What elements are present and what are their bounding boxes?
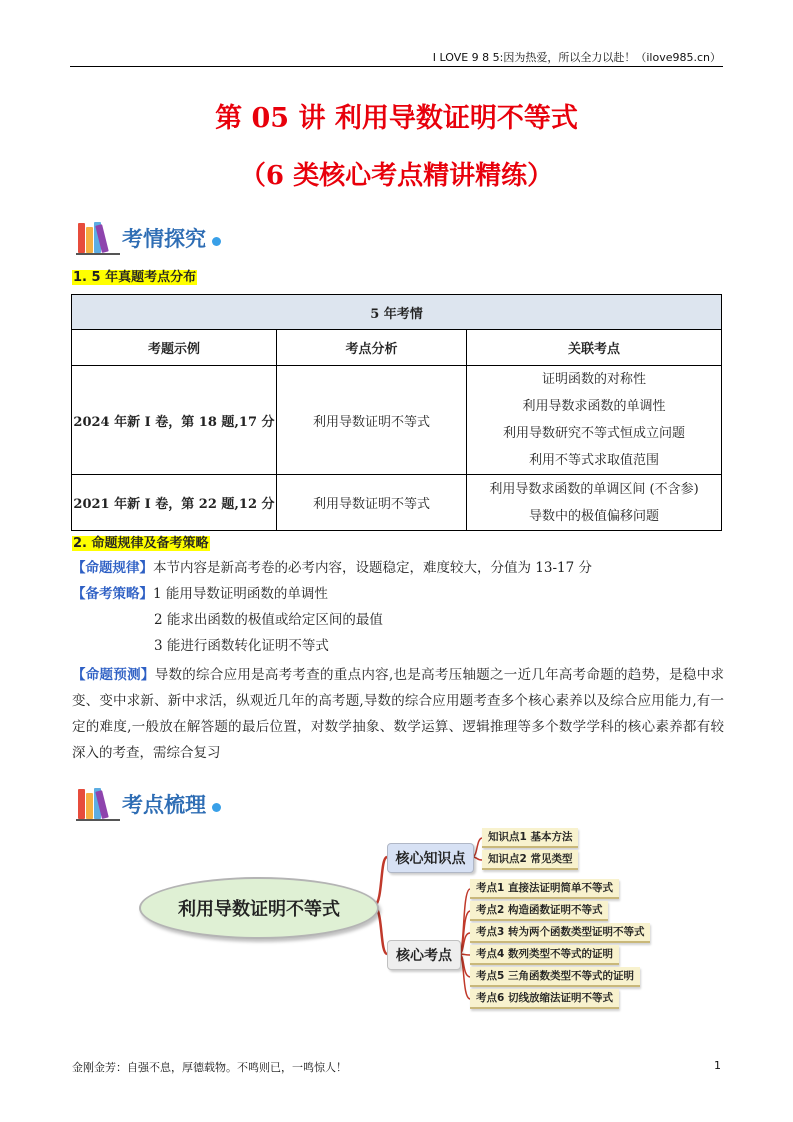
forecast-tag: 【命题预测】 (72, 667, 155, 683)
point-item: 利用导数研究不等式恒成立问题 (502, 426, 685, 441)
point-item: 利用不等式求取值范围 (528, 453, 659, 468)
mindmap-leaf: 考点6 切线放缩法证明不等式 (470, 989, 619, 1009)
strategy-item: 2 能求出函数的极值或给定区间的最值 (154, 612, 383, 628)
page-number: 1 (714, 1059, 721, 1072)
strategy-item: 3 能进行函数转化证明不等式 (154, 638, 329, 654)
mindmap-leaf: 考点2 构造函数证明不等式 (470, 901, 608, 921)
table-header-points: 关联考点 (467, 330, 722, 366)
mindmap-leaf: 考点4 数列类型不等式的证明 (470, 945, 619, 965)
section-title: 考情探究 (122, 227, 206, 251)
point-item: 导数中的极值偏移问题 (528, 508, 659, 524)
row-analysis: 利用导数证明不等式 (277, 475, 467, 531)
mindmap-leaf: 考点1 直接法证明简单不等式 (470, 879, 619, 899)
point-item: 利用导数求函数的单调性 (522, 399, 666, 414)
mindmap-branch-core: 核心知识点 (387, 843, 474, 873)
rule-tag: 【命题规律】 (72, 560, 153, 576)
rule-text: 本节内容是新高考卷的必考内容，设题稳定，难度较大，分值为 13-17 分 (153, 560, 592, 576)
point-item: 利用导数求函数的单调区间 (不含参) (489, 481, 699, 497)
page-title: 第 05 讲 利用导数证明不等式 (215, 103, 578, 134)
row-example: 2024 年新 I 卷，第 18 题,17 分 (72, 366, 277, 475)
table-header-analysis: 考点分析 (277, 330, 467, 366)
footer-motto: 金刚金芳：自强不息，厚德载物。不鸣则已，一鸣惊人！ (72, 1061, 347, 1074)
table-title: 5 年考情 (72, 295, 722, 330)
page-subtitle: （6 类核心考点精讲精练） (239, 161, 554, 191)
mindmap-branch-kaodian: 核心考点 (387, 940, 461, 970)
row-analysis: 利用导数证明不等式 (277, 366, 467, 475)
forecast-text: 导数的综合应用是高考考查的重点内容,也是高考压轴题之一近几年高考命题的趋势，是稳中求变、变中求新、新中求活，纵观近几年的高考题,导数的综合应用题考查多个核心素养以及综合应用能力,有一定的难度,一般放在解答题的最后位置，对数学抽象、数学运算、逻辑推理等多个数学学科的核心素养都有较深入的考查，需综合复习 (72, 667, 724, 761)
part1-label: 1. 5 年真题考点分布 (73, 270, 197, 285)
point-item: 证明函数的对称性 (541, 372, 646, 387)
part2-label: 2. 命题规律及备考策略 (73, 536, 209, 551)
header-text: I LOVE 9 8 5:因为热爱，所以全力以赴！（ilove985.cn） (432, 51, 721, 64)
strategy-item: 1 能用导数证明函数的单调性 (153, 586, 328, 602)
mindmap-leaf: 考点3 转为两个函数类型证明不等式 (470, 923, 650, 943)
mindmap-root: 利用导数证明不等式 (139, 877, 379, 939)
section-title: 考点梳理 (122, 793, 206, 817)
mindmap-leaf: 考点5 三角函数类型不等式的证明 (470, 967, 640, 987)
table-header-example: 考题示例 (72, 330, 277, 366)
mindmap-leaf: 知识点1 基本方法 (482, 828, 578, 848)
row-example: 2021 年新 I 卷，第 22 题,12 分 (72, 475, 277, 531)
strategy-tag: 【备考策略】 (72, 586, 153, 602)
mindmap-leaf: 知识点2 常见类型 (482, 850, 578, 870)
